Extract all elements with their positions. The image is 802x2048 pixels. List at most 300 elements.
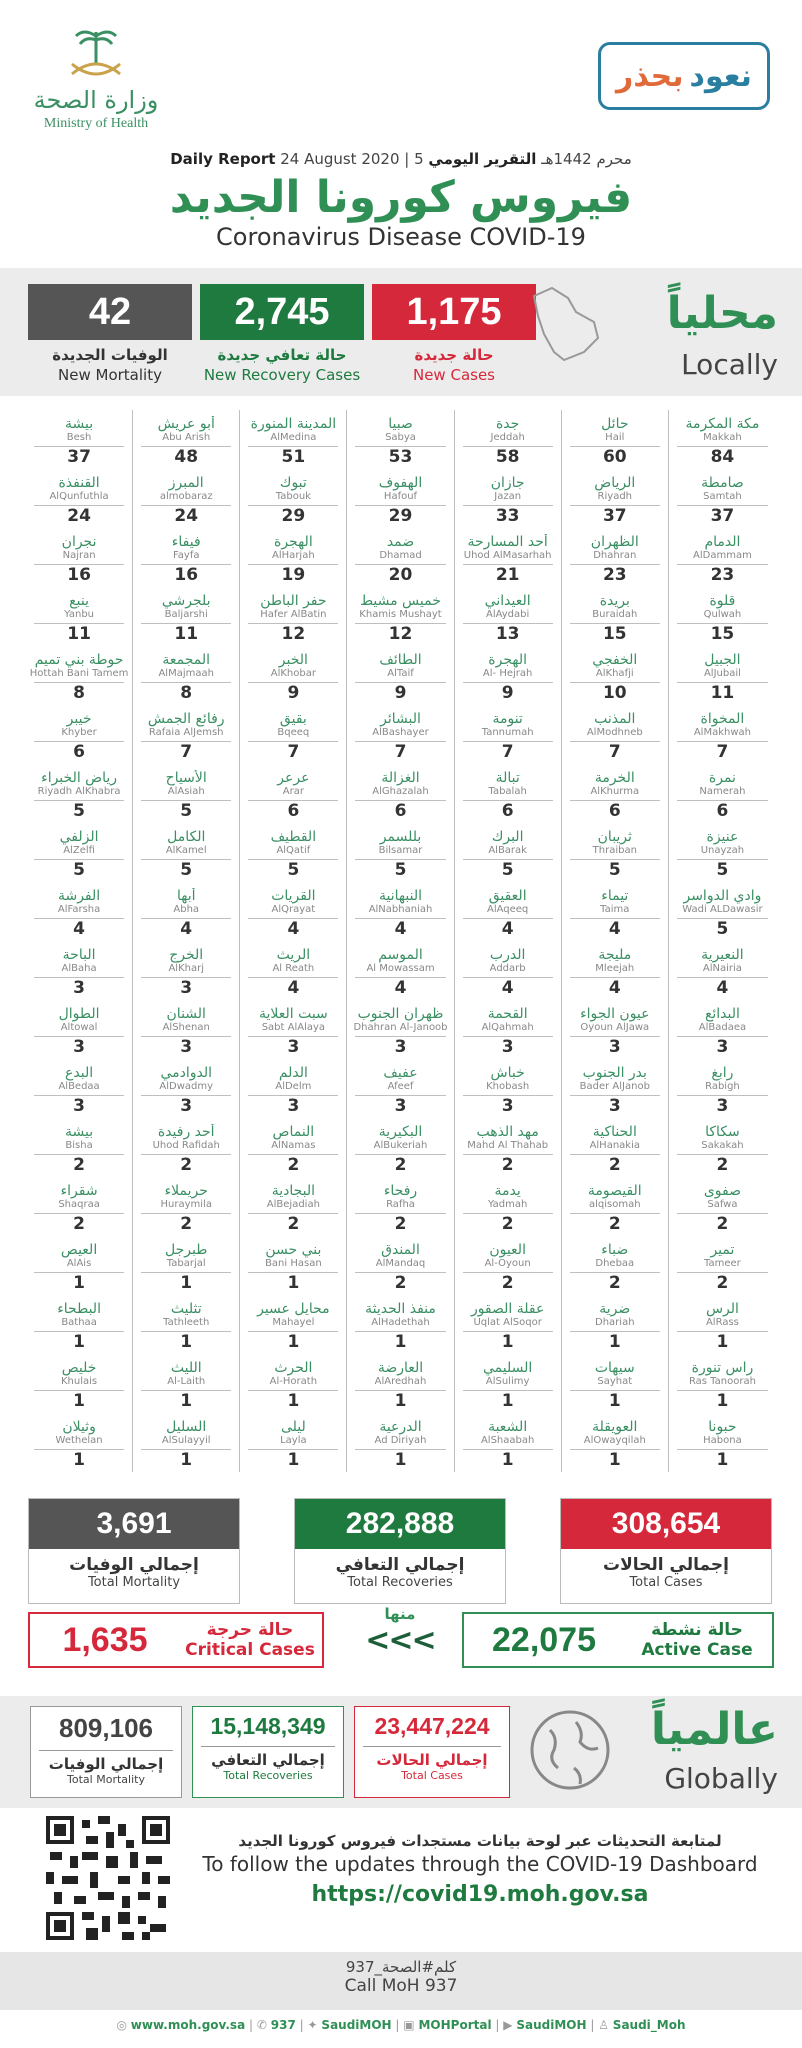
city-name-en: Tathleeth <box>163 1317 210 1328</box>
city-name-en: Hafer AlBatin <box>260 609 327 620</box>
city-cell <box>455 469 562 528</box>
page-title-ar: فيروس كورونا الجديد <box>169 172 633 223</box>
city-name-en: Addarb <box>489 963 526 974</box>
city-cell <box>26 823 133 882</box>
city-name-en: Yanbu <box>64 609 95 620</box>
city-name-ar: تمير <box>710 1242 735 1258</box>
city-name-en: AlKhurma <box>590 786 640 797</box>
follow-section <box>0 1812 802 1952</box>
city-name-en: AlOwayqilah <box>583 1435 646 1446</box>
city-name-en: Dhariah <box>595 1317 635 1328</box>
city-cell <box>347 646 454 705</box>
city-cell <box>240 469 347 528</box>
city-count: 1 <box>355 1390 445 1411</box>
city-name-ar: ليلى <box>280 1419 306 1435</box>
global-recoveries-label-ar: إجمالي التعافي <box>201 1746 335 1769</box>
city-name-ar: الدرعية <box>379 1419 422 1435</box>
city-name-ar: تنومة <box>492 711 523 727</box>
badge-word-2: بحذر <box>616 58 684 94</box>
new-recovery-label-en: New Recovery Cases <box>203 366 361 384</box>
city-cell <box>240 1354 347 1413</box>
city-count: 21 <box>463 564 553 585</box>
city-count: 5 <box>141 800 231 821</box>
city-count: 5 <box>34 859 124 880</box>
palm-swords-icon <box>66 24 126 84</box>
global-recoveries-value: 15,148,349 <box>210 1713 326 1739</box>
city-name-ar: الفرشة <box>57 888 101 904</box>
critical-cases-labels <box>180 1620 320 1660</box>
city-cell <box>455 1413 562 1472</box>
city-cell <box>347 410 454 469</box>
city-cell <box>562 1295 669 1354</box>
city-name-ar: حائل <box>601 416 629 432</box>
daily-report-ar: التقرير اليومي <box>428 150 537 168</box>
city-name-en: AlKhobar <box>270 668 316 679</box>
city-cell <box>133 1354 240 1413</box>
city-name-ar: البجادية <box>271 1183 316 1199</box>
city-cell <box>347 1177 454 1236</box>
city-cell <box>562 1236 669 1295</box>
city-count: 1 <box>141 1272 231 1293</box>
arrows-left-icon: <<< <box>365 1623 435 1658</box>
city-count: 1 <box>677 1390 768 1411</box>
critical-cases-value: 1,635 <box>62 1620 148 1659</box>
city-count: 5 <box>141 859 231 880</box>
city-count: 1 <box>34 1331 124 1352</box>
city-count: 13 <box>463 623 553 644</box>
total-recoveries-label-en: Total Recoveries <box>347 1575 453 1590</box>
new-cases-label-en: New Cases <box>412 366 495 384</box>
city-name-ar: نجران <box>61 534 97 550</box>
city-name-en: Abu Arish <box>162 432 211 443</box>
city-count: 7 <box>463 741 553 762</box>
city-count: 2 <box>34 1213 124 1234</box>
city-cell <box>347 941 454 1000</box>
city-name-en: Jeddah <box>490 432 525 443</box>
city-name-en: AlKamel <box>165 845 207 856</box>
follow-text-ar: لمتابعة التحديثات عبر لوحة بيانات مستجدات فيروس كورونا الجديد <box>238 1832 722 1850</box>
campaign-badge <box>598 42 770 110</box>
city-name-en: AlBejadiah <box>266 1199 320 1210</box>
city-cell <box>669 1118 776 1177</box>
city-cell <box>133 1413 240 1472</box>
city-name-ar: الباحة <box>62 947 96 963</box>
city-cell <box>562 1000 669 1059</box>
city-count: 1 <box>141 1449 231 1470</box>
city-name-en: AlSulayyil <box>161 1435 211 1446</box>
city-cell <box>347 1059 454 1118</box>
city-cell <box>133 1295 240 1354</box>
city-count: 1 <box>355 1449 445 1470</box>
city-name-en: Rafaia AlJemsh <box>148 727 224 738</box>
city-name-en: AlHadethah <box>371 1317 430 1328</box>
city-name-ar: بيشة <box>65 1124 94 1140</box>
footer-youtube[interactable]: SaudiMOH <box>516 2018 587 2032</box>
city-name-en: Sakakah <box>701 1140 744 1151</box>
city-name-ar: منفذ الحديثة <box>365 1301 436 1317</box>
city-name-en: Habona <box>703 1435 742 1446</box>
city-count: 15 <box>677 623 768 644</box>
city-cell <box>669 587 776 646</box>
city-count: 3 <box>677 1095 768 1116</box>
city-cell <box>240 1177 347 1236</box>
city-name-ar: المخواة <box>700 711 745 727</box>
city-name-ar: العيص <box>60 1242 98 1258</box>
snapchat-icon: ♙ <box>598 2018 609 2032</box>
city-count: 5 <box>570 859 660 880</box>
city-name-en: Fayfa <box>172 550 200 561</box>
city-name-ar: صبيا <box>388 416 413 432</box>
city-cell <box>240 1413 347 1472</box>
city-name-en: Thraiban <box>592 845 637 856</box>
city-cell <box>455 941 562 1000</box>
city-name-en: AlQahmah <box>481 1022 534 1033</box>
city-name-ar: القطيف <box>270 829 317 845</box>
total-cases-card <box>560 1498 772 1604</box>
city-count: 24 <box>141 505 231 526</box>
city-count: 3 <box>141 1036 231 1057</box>
new-recovery-value: 2,745 <box>200 284 364 340</box>
city-count: 7 <box>677 741 768 762</box>
city-cell <box>26 882 133 941</box>
city-name-en: Besh <box>66 432 92 443</box>
city-cell <box>669 528 776 587</box>
city-count: 1 <box>355 1331 445 1352</box>
city-count: 23 <box>677 564 768 585</box>
city-name-en: Abha <box>173 904 200 915</box>
new-mortality-label-en: New Mortality <box>58 366 162 384</box>
city-name-ar: بللسمر <box>379 829 422 845</box>
city-name-en: AlGhazalah <box>372 786 429 797</box>
locally-title-en: Locally <box>681 348 778 381</box>
city-count: 2 <box>248 1154 338 1175</box>
of-which-indicator <box>365 1605 435 1658</box>
city-cell <box>26 1295 133 1354</box>
city-name-en: Bathaa <box>61 1317 97 1328</box>
city-cell <box>562 882 669 941</box>
city-name-en: Shaqraa <box>58 1199 100 1210</box>
city-cell <box>455 1354 562 1413</box>
moh-logo <box>26 24 166 134</box>
moh-name-en: Ministry of Health <box>43 116 149 131</box>
total-recoveries-value: 282,888 <box>295 1499 505 1549</box>
city-cell <box>455 1000 562 1059</box>
city-name-en: AlBarak <box>488 845 527 856</box>
city-count: 4 <box>248 977 338 998</box>
city-name-en: Al-Laith <box>167 1376 206 1387</box>
city-cell <box>669 410 776 469</box>
city-name-en: Tabarjal <box>166 1258 206 1269</box>
city-name-en: Bilsamar <box>378 845 423 856</box>
city-count: 3 <box>463 1095 553 1116</box>
city-name-en: AlKharj <box>168 963 204 974</box>
city-cell <box>562 764 669 823</box>
city-count: 5 <box>463 859 553 880</box>
city-name-ar: بريدة <box>599 593 630 609</box>
city-count: 2 <box>570 1213 660 1234</box>
active-cases-labels <box>624 1620 770 1660</box>
active-cases-label-en: Active Case <box>641 1640 753 1660</box>
city-cell <box>133 1236 240 1295</box>
city-name-ar: الخفجي <box>592 652 638 668</box>
city-name-ar: سيهات <box>594 1360 635 1376</box>
city-count: 12 <box>248 623 338 644</box>
city-name-en: Ad Diriyah <box>374 1435 427 1446</box>
city-cell <box>562 705 669 764</box>
city-cell <box>455 705 562 764</box>
city-count: 2 <box>34 1154 124 1175</box>
city-cell <box>133 410 240 469</box>
city-count: 5 <box>355 859 445 880</box>
city-name-ar: عنيزة <box>706 829 739 845</box>
city-name-ar: ضمد <box>386 534 415 550</box>
city-cell <box>133 1000 240 1059</box>
city-name-ar: الليث <box>170 1360 202 1376</box>
city-cell <box>455 764 562 823</box>
city-name-en: Al-Horath <box>269 1376 318 1387</box>
city-name-ar: المجمعة <box>162 652 211 668</box>
city-count: 1 <box>463 1390 553 1411</box>
city-count: 37 <box>677 505 768 526</box>
city-count: 4 <box>570 977 660 998</box>
city-cell <box>347 1354 454 1413</box>
city-name-ar: ثريبان <box>597 829 632 845</box>
city-cell <box>669 941 776 1000</box>
portal-icon: ▣ <box>403 2018 415 2032</box>
city-count: 10 <box>570 682 660 703</box>
global-mortality-value: 809,106 <box>59 1713 153 1743</box>
city-name-ar: النبهانية <box>379 888 422 904</box>
city-cell <box>133 941 240 1000</box>
footer-snapchat[interactable]: Saudi_Moh <box>612 2018 686 2032</box>
city-cell <box>26 941 133 1000</box>
city-count: 4 <box>248 918 338 939</box>
city-count: 4 <box>355 977 445 998</box>
city-cell <box>669 1177 776 1236</box>
city-count: 2 <box>570 1272 660 1293</box>
city-name-en: Dhamad <box>379 550 422 561</box>
city-cell <box>133 528 240 587</box>
city-count: 3 <box>570 1095 660 1116</box>
city-count: 6 <box>355 800 445 821</box>
city-count: 3 <box>463 1036 553 1057</box>
city-name-ar: رابغ <box>711 1065 734 1081</box>
city-name-ar: الريث <box>276 947 311 963</box>
city-cell <box>562 823 669 882</box>
call-text-en: Call MoH 937 <box>344 1976 458 1996</box>
new-recovery-label-ar: حالة تعافي جديدة <box>217 346 347 364</box>
total-cases-label-en: Total Cases <box>629 1575 703 1590</box>
new-mortality-label-ar: الوفيات الجديدة <box>52 346 168 364</box>
city-count: 4 <box>463 977 553 998</box>
city-count: 3 <box>34 977 124 998</box>
city-count: 1 <box>570 1390 660 1411</box>
new-mortality-value: 42 <box>28 284 192 340</box>
city-name-en: Mahd Al Thahab <box>467 1140 549 1151</box>
footer-twitter[interactable]: SaudiMOH <box>321 2018 392 2032</box>
city-name-en: Khulais <box>61 1376 98 1387</box>
daily-report-en: Daily Report <box>170 150 276 168</box>
city-name-en: Tabalah <box>488 786 527 797</box>
city-name-ar: تثليث <box>170 1301 202 1317</box>
youtube-icon: ▶ <box>503 2018 513 2032</box>
city-count: 2 <box>677 1213 768 1234</box>
city-count: 5 <box>34 800 124 821</box>
city-name-ar: يدمة <box>494 1183 521 1199</box>
city-count: 1 <box>463 1331 553 1352</box>
city-cell <box>26 646 133 705</box>
city-count: 6 <box>248 800 338 821</box>
city-cell <box>562 587 669 646</box>
city-name-en: Huraymila <box>160 1199 212 1210</box>
qr-code-icon[interactable] <box>42 1812 174 1944</box>
call-text-ar: كلم#الصحة_937 <box>345 1958 457 1976</box>
city-name-en: AlDwadmy <box>159 1081 214 1092</box>
city-cell <box>347 1000 454 1059</box>
total-mortality-value: 3,691 <box>29 1499 239 1549</box>
city-name-ar: الجبيل <box>704 652 741 668</box>
moh-name-ar: وزارة الصحة <box>33 86 159 114</box>
city-cell <box>669 1354 776 1413</box>
city-name-en: Namerah <box>699 786 746 797</box>
dashboard-link[interactable]: https://covid19.moh.gov.sa <box>311 1882 649 1907</box>
city-count: 4 <box>34 918 124 939</box>
total-mortality-label-ar: إجمالي الوفيات <box>69 1555 199 1575</box>
city-name-en: Tabouk <box>275 491 311 502</box>
web-icon: ◎ <box>116 2018 127 2032</box>
city-name-en: AlBedaa <box>58 1081 100 1092</box>
city-name-en: Samtah <box>703 491 742 502</box>
city-cell <box>455 528 562 587</box>
city-count: 2 <box>355 1213 445 1234</box>
city-name-en: Yadmah <box>487 1199 528 1210</box>
city-name-en: AlHarjah <box>272 550 315 561</box>
report-date-en: 24 August 2020 <box>280 150 400 168</box>
city-cell <box>562 1177 669 1236</box>
city-name-ar: الموسم <box>378 947 423 963</box>
city-cell <box>133 587 240 646</box>
of-which-label: منها <box>384 1605 416 1623</box>
city-cell <box>455 1059 562 1118</box>
city-cell <box>240 1059 347 1118</box>
city-cell <box>26 469 133 528</box>
city-name-en: AlBaha <box>61 963 97 974</box>
city-name-ar: بدر الجنوب <box>582 1065 647 1081</box>
city-name-en: AlFarsha <box>57 904 101 915</box>
city-cell <box>26 528 133 587</box>
city-name-ar: نمرة <box>708 770 736 786</box>
city-name-ar: العويقلة <box>592 1419 638 1435</box>
city-name-en: Baljarshi <box>164 609 208 620</box>
city-count: 6 <box>677 800 768 821</box>
city-name-ar: بقيق <box>279 711 307 727</box>
city-count: 1 <box>34 1449 124 1470</box>
city-name-en: Sayhat <box>597 1376 633 1387</box>
city-cell <box>455 1177 562 1236</box>
city-name-en: Tameer <box>704 1258 741 1269</box>
city-name-en: Sabya <box>385 432 416 443</box>
city-name-en: Riyadh <box>597 491 633 502</box>
city-count: 3 <box>248 1036 338 1057</box>
city-name-en: Hottah Bani Tamem <box>29 668 129 679</box>
city-name-ar: عفيف <box>383 1065 418 1081</box>
city-name-ar: رفحاء <box>383 1183 418 1199</box>
city-name-en: almobaraz <box>159 491 213 502</box>
city-cell <box>347 705 454 764</box>
city-count: 15 <box>570 623 660 644</box>
city-name-en: Najran <box>62 550 96 561</box>
city-name-en: Qulwah <box>703 609 742 620</box>
city-count: 5 <box>677 918 768 939</box>
city-cell <box>133 1177 240 1236</box>
city-cell <box>347 882 454 941</box>
city-name-en: Altowal <box>60 1022 98 1033</box>
city-cell <box>240 1000 347 1059</box>
city-name-ar: قلوة <box>709 593 736 609</box>
footer-portal[interactable]: MOHPortal <box>418 2018 492 2032</box>
city-cell <box>669 1413 776 1472</box>
city-name-en: Hafouf <box>383 491 418 502</box>
city-name-ar: تبوك <box>279 475 307 491</box>
city-cell <box>455 1236 562 1295</box>
new-cases-label-ar: حالة جديدة <box>414 346 494 364</box>
city-cell <box>347 528 454 587</box>
city-name-ar: وادي الدواسر <box>683 888 762 904</box>
city-count: 9 <box>355 682 445 703</box>
city-name-ar: حريملاء <box>164 1183 208 1199</box>
city-name-en: alqisomah <box>589 1199 641 1210</box>
footer-website[interactable]: www.moh.gov.sa <box>130 2018 246 2032</box>
city-name-ar: تبالة <box>495 770 520 786</box>
twitter-icon: ✦ <box>307 2018 318 2032</box>
city-count: 4 <box>463 918 553 939</box>
city-count: 1 <box>463 1449 553 1470</box>
city-count: 8 <box>141 682 231 703</box>
city-name-en: Ras Tanoorah <box>688 1376 756 1387</box>
city-cell <box>26 1059 133 1118</box>
globe-icon <box>528 1708 612 1792</box>
city-name-ar: العيون <box>489 1242 526 1258</box>
city-name-ar: بلجرشي <box>161 593 211 609</box>
city-count: 4 <box>141 918 231 939</box>
city-name-en: Unayzah <box>700 845 745 856</box>
active-cases-label-ar: حالة نشطة <box>651 1620 743 1640</box>
city-name-en: AlShaabah <box>480 1435 535 1446</box>
city-count: 53 <box>355 446 445 467</box>
city-count: 8 <box>34 682 124 703</box>
city-count: 1 <box>677 1331 768 1352</box>
city-name-ar: جازان <box>490 475 525 491</box>
city-cell <box>455 1118 562 1177</box>
city-count: 6 <box>570 800 660 821</box>
city-name-ar: البرك <box>491 829 524 845</box>
city-name-ar: حفر الباطن <box>260 593 327 609</box>
city-name-en: AlNamas <box>271 1140 316 1151</box>
footer-phone[interactable]: 937 <box>270 2018 296 2032</box>
city-name-ar: الحرث <box>274 1360 313 1376</box>
city-count: 1 <box>677 1449 768 1470</box>
city-count: 7 <box>248 741 338 762</box>
global-cases-label-en: Total Cases <box>401 1769 463 1782</box>
city-name-ar: الطوال <box>58 1006 100 1022</box>
city-count: 37 <box>570 505 660 526</box>
city-name-ar: حوطة بني تميم <box>34 652 124 668</box>
city-count: 9 <box>248 682 338 703</box>
city-name-ar: الدلم <box>278 1065 308 1081</box>
city-cell <box>240 1295 347 1354</box>
city-name-en: AlDelm <box>275 1081 312 1092</box>
city-name-ar: القريات <box>271 888 316 904</box>
